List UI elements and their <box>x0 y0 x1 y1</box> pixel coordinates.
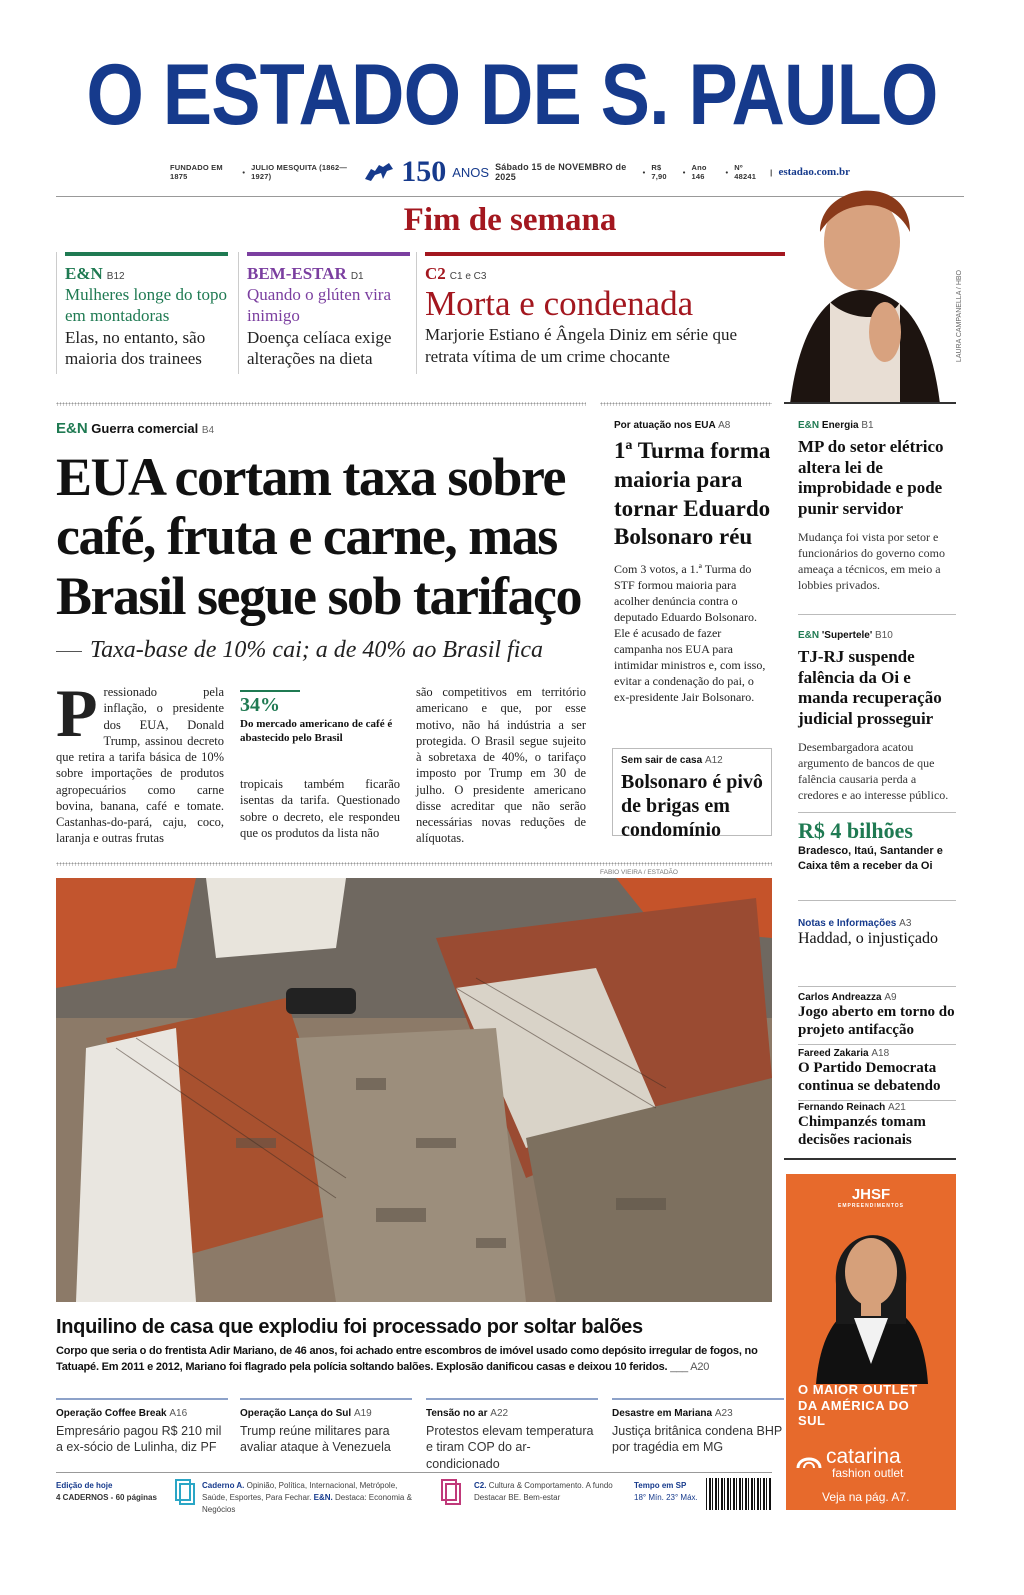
ad-tagline: O MAIOR OUTLET DA AMÉRICA DO SUL <box>798 1382 918 1429</box>
bottom-story-3[interactable]: Tensão no ar A22 Protestos elevam temperatura e tiram COP do ar-condicionado <box>426 1398 598 1472</box>
column-headline: Jogo aberto em torno do projeto antifacção <box>798 1004 955 1038</box>
price-text: R$ 7,90 <box>651 163 667 181</box>
main-kicker-text: Guerra comercial <box>91 421 199 436</box>
newspaper-masthead: O ESTADO DE S. PAULO <box>86 47 938 143</box>
footer-weather: Tempo em SP 18° Mín. 23° Máx. <box>634 1481 698 1502</box>
story-body: Desembargadora acatou argumento de bancos de que falência causaria perda a credores e ao interesse público. <box>798 739 949 802</box>
story-body: Mudança foi vista por setor e funcionários do governo como ameaça a técnicos, em meio a lobbies privados. <box>798 529 945 592</box>
column-note-1[interactable]: Notas e Informações A3 Haddad, o injustiçado <box>798 918 956 949</box>
dropcap: P <box>56 675 98 751</box>
anniversary-number: 150 <box>401 155 447 188</box>
footer-rule <box>56 1472 772 1473</box>
bottom-story-text: Protestos elevam temperatura e tiram COP do ar-condicionado <box>426 1424 594 1471</box>
main-page: B4 <box>201 425 215 436</box>
separator <box>798 1100 956 1101</box>
teaser-headline: Mulheres longe do topo em montadoras <box>65 285 227 326</box>
issue-text: Nº 48241 <box>734 163 757 181</box>
date-text: Sábado 15 de NOVEMBRO de 2025 <box>495 162 627 182</box>
horseman-icon <box>363 159 395 185</box>
photo-body: Corpo que seria o do frentista Adir Mariano, de 46 anos, foi achado entre escombros de imóvel usado como depósito irregular de fogos, no Tatuapé. Em 2011 e 2012, Mariano foi flagrado pela polícia soltando balões. Explosão danificou casas e deixou 10 feridos. ___ A20 <box>56 1345 758 1373</box>
anniversary-label: ANOS <box>452 164 490 180</box>
story-headline: MP do setor elétrico altera lei de improbidade e pode punir servidor <box>798 437 944 519</box>
teaser-headline: Quando o glúten vira inimigo <box>247 285 391 326</box>
bottom-story-4[interactable]: Desastre em Mariana A23 Justiça britânica condena BHP por tragédia em MG <box>612 1398 784 1456</box>
separator <box>798 900 956 901</box>
separator <box>798 614 956 615</box>
caderno-a-icon <box>174 1478 196 1511</box>
bottom-story-1[interactable]: Operação Coffee Break A16 Empresário pagou R$ 210 mil a ex-sócio de Lulinha, diz PF <box>56 1398 228 1456</box>
teaser-bar <box>247 252 410 256</box>
main-body-col2: tropicais também ficarão isentas da tarifa. Questionado sobre o decreto, ele respondeu que os produtos da lista não <box>240 777 400 840</box>
teaser-page: C1 e C3 <box>449 271 487 282</box>
ad-brand: catarina fashion outlet <box>826 1445 904 1480</box>
story-headline: 1ª Turma forma maioria para tornar Eduardo Bolsonaro réu <box>614 438 771 550</box>
footer-c2: C2. Cultura & Comportamento. A fundo Destacar BE. Bem-estar <box>474 1481 613 1502</box>
story-section: E&N <box>798 630 820 641</box>
founder-text: JULIO MESQUITA (1862—1927) <box>251 163 348 181</box>
weekend-banner: Fim de semana <box>403 202 617 238</box>
teaser-deck: Elas, no entanto, são maioria dos trainees <box>65 327 206 368</box>
site-link[interactable]: estadao.com.br <box>778 166 850 178</box>
ad-logo: JHSF EMPREENDIMENTOS <box>837 1186 905 1209</box>
bottom-story-text: Empresário pagou R$ 210 mil a ex-sócio de Lulinha, diz PF <box>56 1424 222 1455</box>
photo-headline[interactable]: Inquilino de casa que explodiu foi processado por soltar balões <box>56 1316 643 1338</box>
founded-text: FUNDADO EM 1875 <box>170 163 223 181</box>
story-section: E&N <box>798 420 820 431</box>
teaser-headline: Morta e condenada <box>425 284 694 323</box>
teaser-bem-estar[interactable] <box>238 252 410 374</box>
bottom-story-text: Trump reúne militares para avaliar ataque à Venezuela <box>240 1424 391 1455</box>
bottom-story-text: Justiça britânica condena BHP por tragédia em MG <box>612 1424 783 1455</box>
portrait-credit: LAURA CAMPANELLA / HBO <box>956 270 963 363</box>
column-headline: O Partido Democrata continua se debatendo <box>798 1060 941 1094</box>
coffee-stat <box>240 690 400 746</box>
masthead-meta: FUNDADO EM 1875 • JULIO MESQUITA (1862—1927) 150 ANOS Sábado 15 de NOVEMBRO de 2025 • R$ 7,90 • Ano 146 • Nº 48241 | estadao.com.br <box>170 155 850 188</box>
story-kicker: Energia <box>821 420 859 431</box>
bottom-story-2[interactable]: Operação Lança do Sul A19 Trump reúne militares para avaliar ataque à Venezuela <box>240 1398 412 1456</box>
separator <box>798 986 956 987</box>
main-body-col3: são competitivos em território americano e que, por esse motivo, não há indústria a ser protegida. O Brasil segue sujeito à sobretaxa de 40%, o tarifaço imposto por Trump em 30 de julho. O presidente americano disse acreditar que não serão necessárias novas reduções de alíquotas. <box>416 685 586 846</box>
separator <box>600 402 772 406</box>
separator <box>798 1044 956 1045</box>
teaser-bar <box>65 252 228 256</box>
stat-value: R$ 4 bilhões <box>798 818 913 843</box>
separator <box>56 862 772 866</box>
footer-caderno-a: Caderno A. Opinião, Política, Internacional, Metrópole, Saúde, Esportes, Para Fechar. E&N. Destaca: Economia & Negócios <box>202 1481 412 1514</box>
column-headline: Chimpanzés tomam decisões racionais <box>798 1114 926 1148</box>
caderno-c2-icon <box>440 1478 462 1511</box>
story-page: A12 <box>704 755 723 766</box>
column-note-2[interactable]: Carlos Andreazza A9 Jogo aberto em torno do projeto antifacção <box>798 992 955 1038</box>
main-kicker <box>56 420 214 437</box>
main-body-col1: Pressionado pela inflação, o presidente dos EUA, Donald Trump, assinou decreto que retira a tarifa básica de 10% sobre importações de produtos agropecuários como carne bovina, banana, café e tomate. Castanhas-do-pará, caju, coco, laranja e outras frutas <box>56 675 224 846</box>
separator <box>798 812 956 813</box>
story-kicker: Sem sair de casa <box>621 755 703 766</box>
separator <box>56 402 586 406</box>
photo-credit: FABIO VIEIRA / ESTADÃO <box>600 869 678 876</box>
mp-story[interactable] <box>798 420 956 594</box>
story-page: B1 <box>861 420 874 431</box>
stat-value: 34% <box>240 694 280 716</box>
explosion-photo[interactable] <box>56 878 772 1302</box>
main-subline: Taxa-base de 10% cai; a de 40% ao Brasil fica <box>56 637 601 664</box>
main-headline[interactable]: EUA cortam taxa sobre café, fruta e carne, mas Brasil segue sob tarifaço <box>56 447 581 626</box>
teaser-deck: Marjorie Estiano é Ângela Diniz em série que retrata vítima de um crime chocante <box>425 325 738 366</box>
column-note-3[interactable]: Fareed Zakaria A18 O Partido Democrata continua se debatendo <box>798 1048 956 1095</box>
teaser-deck: Doença celíaca exige alterações na dieta <box>247 327 392 368</box>
oi-stat <box>798 818 956 874</box>
catarina-logo-icon <box>796 1448 822 1475</box>
ad-model-image <box>806 1214 936 1384</box>
barcode <box>706 1478 772 1510</box>
condominio-story[interactable] <box>612 748 772 841</box>
column-headline: Haddad, o injustiçado <box>798 930 938 947</box>
right-rule <box>784 1158 956 1160</box>
main-section: E&N <box>56 420 88 437</box>
teaser-section: BEM-ESTAR <box>247 264 347 283</box>
story-kicker: Por atuação nos EUA <box>614 420 716 431</box>
story-page: A8 <box>718 420 731 431</box>
actress-portrait <box>770 172 950 404</box>
footer-edition: Edição de hoje 4 CADERNOS - 60 páginas <box>56 1481 157 1502</box>
oi-story[interactable] <box>798 630 956 804</box>
teaser-section: C2 <box>425 264 446 283</box>
eduardo-story[interactable] <box>614 420 772 706</box>
teaser-section: E&N <box>65 264 103 283</box>
ad-cta[interactable]: Veja na pág. A7. <box>822 1490 910 1504</box>
teaser-page: D1 <box>350 271 364 282</box>
column-note-4[interactable]: Fernando Reinach A21 Chimpanzés tomam decisões racionais <box>798 1102 956 1149</box>
story-headline: Bolsonaro é pivô de brigas em condomínio <box>621 771 763 841</box>
stat-caption: Bradesco, Itaú, Santander e Caixa têm a receber da Oi <box>798 845 943 872</box>
teaser-en[interactable] <box>56 252 228 374</box>
story-page: B10 <box>875 630 893 641</box>
teaser-page: B12 <box>106 271 125 282</box>
story-kicker: 'Supertele' <box>821 630 873 641</box>
teaser-bar <box>425 252 785 256</box>
catarina-ad[interactable] <box>786 1174 956 1510</box>
year-text: Ano 146 <box>691 163 707 181</box>
stat-caption: Do mercado americano de café é abastecido pelo Brasil <box>240 718 393 745</box>
story-headline: TJ-RJ suspende falência da Oi e manda recuperação judicial prosseguir <box>798 647 942 729</box>
right-rule <box>784 402 956 404</box>
story-body: Com 3 votos, a 1.ª Turma do STF formou maioria para acolher denúncia contra o deputado Eduardo Bolsonaro. Ele é acusado de fazer campanha nos EUA para intimidar ministros e, com isso, evitar a condenação do pai, o ex-presidente Jair Bolsonaro. <box>614 562 766 704</box>
